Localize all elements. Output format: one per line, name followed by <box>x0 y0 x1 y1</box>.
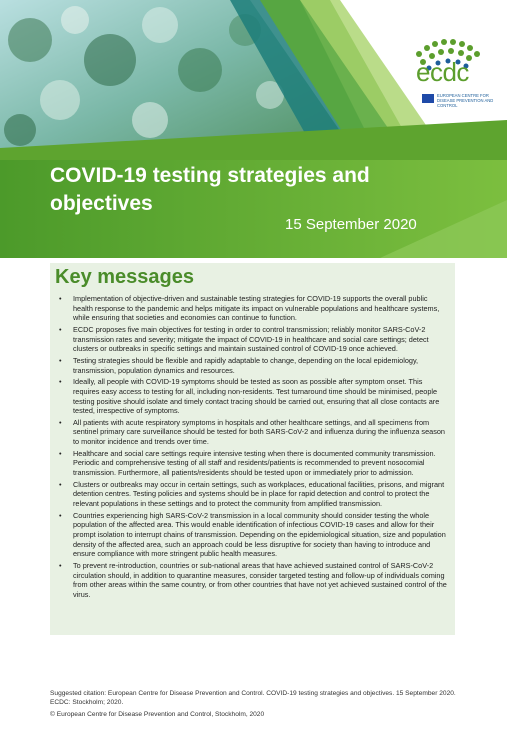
document-date: 15 September 2020 <box>285 216 417 233</box>
key-message-item: • Clusters or outbreaks may occur in certain settings, such as workplaces, educational facilities, prisons, and migrant detention centres. Testing policies and systems should be in place for rapid detection and control to protect the relevant populations in these settings and to protect the community from amplified transmission. <box>58 480 448 509</box>
logo-wordmark: ecdc <box>416 57 469 87</box>
key-messages-list <box>58 294 448 602</box>
document-title: COVID-19 testing strategies and objectives <box>50 164 370 215</box>
key-message-item: • Healthcare and social care settings require intensive testing when there is documented community transmission. Periodic and comprehensive testing of all staff and residents/patients is recommended to prevent nosocomial transmission. Furthermore, all patients/residents should be tested upon or immediately prior to admission. <box>58 449 448 478</box>
key-message-item: • Countries experiencing high SARS-CoV-2 transmission in a local community should consider testing the whole population of the affected area. This would enable identification of infectious COVID-19 cases and allow for their prompt isolation to interrupt chains of transmission. Depending on the epidemiological situation, size and population density of the affected area, such an approach could be less disruptive for society than having to introduce and ensure compliance with more stringent public health measures. <box>58 511 448 559</box>
key-message-item: • Implementation of objective-driven and sustainable testing strategies for COVID-19 supports the overall public health response to the pandemic and helps mitigate its impact on vulnerable populations and healthcare systems, while ensuring that societies and economies can continue to function. <box>58 294 448 323</box>
key-message-item: • All patients with acute respiratory symptoms in hospitals and other healthcare settings, and all specimens from sentinel primary care surveillance should be tested for both SARS-CoV-2 and influenza during the influenza season to monitor incidence and trends over time. <box>58 418 448 447</box>
logo-subtext: EUROPEAN CENTRE FOR DISEASE PREVENTION AND CONTROL <box>437 93 494 108</box>
suggested-citation: Suggested citation: European Centre for Disease Prevention and Control. COVID-19 testing strategies and objectives. 15 September 2020. ECDC: Stockholm; 2020. <box>50 690 456 706</box>
key-messages-heading: Key messages <box>55 266 194 288</box>
key-message-item: • To prevent re-introduction, countries or sub-national areas that have achieved sustained control of SARS-CoV-2 circulation should, in addition to quarantine measures, consider targeted testing and follow-up of individuals coming from other areas within the same country, or from other countries that have not yet achieved sustained control of the virus. <box>58 561 448 599</box>
eu-flag-icon <box>422 94 434 103</box>
copyright-notice: © European Centre for Disease Prevention and Control, Stockholm, 2020 <box>50 711 265 718</box>
key-message-item: • Testing strategies should be flexible and rapidly adaptable to change, depending on the local epidemiology, transmission, population dynamics and resources. <box>58 356 448 375</box>
key-message-item: • Ideally, all people with COVID-19 symptoms should be tested as soon as possible after symptom onset. This requires easy access to testing for all, including non-residents. Test turnaround time should be minimised, people testing positive should isolate and timely contact tracing should be carried out, ensuring that all close contacts are tested, irrespective of symptoms. <box>58 377 448 415</box>
key-message-item: • ECDC proposes five main objectives for testing in order to control transmission; reliably monitor SARS-CoV-2 transmission rates and severity; mitigate the impact of COVID-19 in healthcare and social care settings; detect clusters or outbreaks in specific settings and maintain sustained control of COVID-19 once achieved. <box>58 325 448 354</box>
